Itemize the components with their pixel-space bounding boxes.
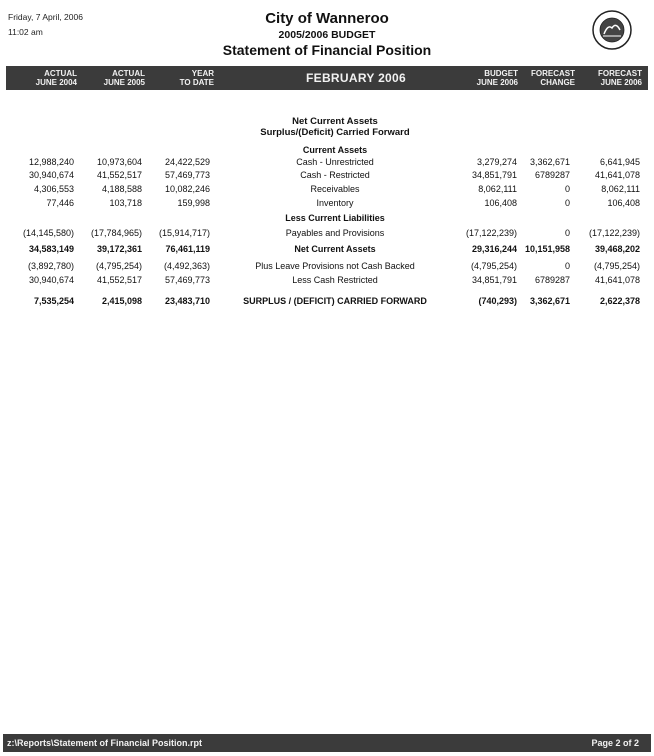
cell-forecast-change: 0 (564, 261, 570, 271)
cell-forecast-change: 0 (564, 228, 570, 238)
table-row (0, 275, 654, 287)
table-row (0, 261, 654, 273)
cell-forecast-2006: 41,641,078 (594, 170, 640, 180)
header-actual-2005: ACTUAL JUNE 2005 (103, 69, 145, 87)
cell-actual-2004: 30,940,674 (28, 170, 74, 180)
cell-year-to-date: 57,469,773 (164, 275, 210, 285)
row-label: Plus Leave Provisions not Cash Backed (255, 261, 415, 271)
cell-budget-2006: 8,062,111 (478, 184, 517, 194)
row-label: SURPLUS / (DEFICIT) CARRIED FORWARD (243, 296, 427, 306)
cell-year-to-date: (15,914,717) (158, 228, 210, 238)
cell-forecast-change: 6789287 (534, 275, 570, 285)
row-label: Less Cash Restricted (292, 275, 378, 285)
header-forecast-change: FORECAST CHANGE (531, 69, 575, 87)
organization-title: City of Wanneroo (265, 10, 389, 27)
cell-budget-2006: (4,795,254) (470, 261, 517, 271)
budget-title: 2005/2006 BUDGET (278, 29, 376, 41)
city-seal-logo (592, 10, 632, 50)
cell-actual-2004: 30,940,674 (28, 275, 74, 285)
cell-forecast-2006: (4,795,254) (593, 261, 640, 271)
cell-budget-2006: (17,122,239) (465, 228, 517, 238)
cell-forecast-2006: 106,408 (607, 198, 640, 208)
row-label: Cash - Unrestricted (296, 157, 374, 167)
cell-forecast-2006: (17,122,239) (588, 228, 640, 238)
cell-actual-2005: 4,188,588 (101, 184, 142, 194)
cell-year-to-date: 10,082,246 (164, 184, 210, 194)
cell-forecast-2006: 2,622,378 (599, 296, 640, 306)
cell-actual-2005: (4,795,254) (95, 261, 142, 271)
cell-year-to-date: 57,469,773 (164, 170, 210, 180)
cell-actual-2004: 7,535,254 (33, 296, 74, 306)
cell-forecast-change: 10,151,958 (524, 244, 570, 254)
header-forecast-2006: FORECAST JUNE 2006 (598, 69, 642, 87)
table-row (0, 228, 654, 240)
cell-actual-2005: (17,784,965) (90, 228, 142, 238)
report-time: 11:02 am (8, 27, 43, 37)
header-actual-2004: ACTUAL JUNE 2004 (35, 69, 77, 87)
section-net-current-assets: Net Current Assets (292, 116, 378, 127)
report-date: Friday, 7 April, 2006 (8, 12, 83, 22)
cell-actual-2005: 10,973,604 (96, 157, 142, 167)
header-year-to-date: YEAR TO DATE (179, 69, 214, 87)
table-row-surplus-deficit (0, 296, 654, 308)
cell-budget-2006: (740,293) (478, 296, 517, 306)
table-row (0, 157, 654, 169)
cell-forecast-change: 6789287 (534, 170, 570, 180)
section-surplus-carried-forward: Surplus/(Deficit) Carried Forward (260, 127, 410, 138)
cell-forecast-2006: 6,641,945 (599, 157, 640, 167)
table-row (0, 184, 654, 196)
cell-actual-2004: 34,583,149 (28, 244, 74, 254)
row-label: Receivables (310, 184, 360, 194)
cell-actual-2004: 4,306,553 (33, 184, 74, 194)
table-row-net-current-assets (0, 244, 654, 256)
table-row (0, 170, 654, 182)
header-month: FEBRUARY 2006 (306, 71, 406, 85)
cell-actual-2005: 2,415,098 (101, 296, 142, 306)
cell-year-to-date: (4,492,363) (163, 261, 210, 271)
cell-forecast-2006: 41,641,078 (594, 275, 640, 285)
cell-year-to-date: 76,461,119 (165, 244, 210, 254)
cell-actual-2005: 103,718 (109, 198, 142, 208)
cell-actual-2004: 77,446 (46, 198, 74, 208)
cell-budget-2006: 106,408 (484, 198, 517, 208)
report-file-path: z:\Reports\Statement of Financial Position.rpt (7, 738, 203, 748)
cell-budget-2006: 34,851,791 (471, 275, 517, 285)
cell-forecast-change: 0 (564, 198, 570, 208)
cell-actual-2004: (14,145,580) (22, 228, 74, 238)
cell-actual-2004: (3,892,780) (27, 261, 74, 271)
cell-actual-2005: 39,172,361 (96, 244, 142, 254)
cell-year-to-date: 24,422,529 (164, 157, 210, 167)
header-budget-2006: BUDGET JUNE 2006 (476, 69, 518, 87)
row-label: Net Current Assets (294, 244, 376, 254)
cell-year-to-date: 159,998 (177, 198, 210, 208)
cell-actual-2005: 41,552,517 (96, 170, 142, 180)
section-less-current-liabilities: Less Current Liabilities (285, 213, 385, 223)
cell-budget-2006: 3,279,274 (476, 157, 517, 167)
row-label: Cash - Restricted (300, 170, 370, 180)
page-number: Page 2 of 2 (591, 738, 639, 748)
cell-year-to-date: 23,483,710 (164, 296, 210, 306)
cell-forecast-2006: 8,062,111 (601, 184, 640, 194)
cell-forecast-change: 3,362,671 (529, 157, 570, 167)
cell-actual-2004: 12,988,240 (28, 157, 74, 167)
column-header-bar (6, 66, 648, 90)
cell-forecast-change: 0 (564, 184, 570, 194)
cell-forecast-change: 3,362,671 (529, 296, 570, 306)
cell-budget-2006: 29,316,244 (471, 244, 517, 254)
statement-title: Statement of Financial Position (222, 42, 432, 58)
cell-forecast-2006: 39,468,202 (594, 244, 640, 254)
cell-budget-2006: 34,851,791 (471, 170, 517, 180)
section-current-assets: Current Assets (302, 145, 368, 155)
footer-bar (3, 734, 651, 752)
cell-actual-2005: 41,552,517 (96, 275, 142, 285)
row-label: Inventory (316, 198, 354, 208)
table-row (0, 198, 654, 210)
row-label: Payables and Provisions (285, 228, 385, 238)
